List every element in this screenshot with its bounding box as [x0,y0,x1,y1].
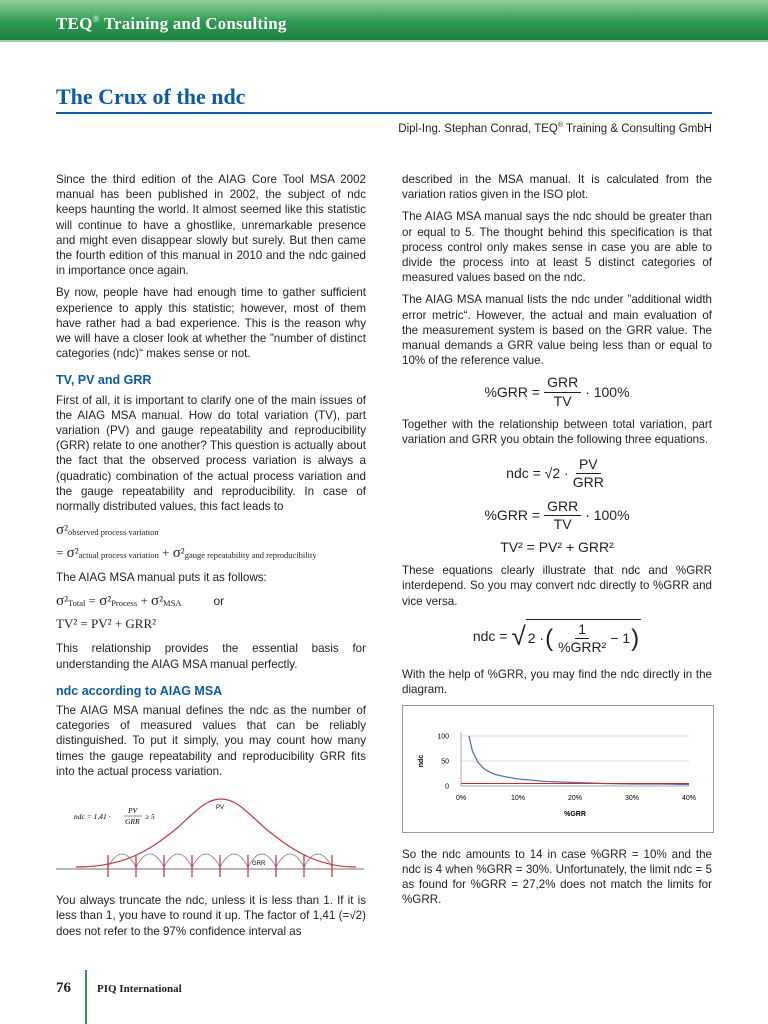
paragraph: These equations clearly illustrate that ndc and %GRR interdepend. So you may convert ndc directly to %GRR and vice versa. [402,564,712,608]
distribution-figure [56,789,366,879]
pv-label: PV [216,805,225,812]
publication-name: PIQ International [97,983,182,995]
x-tick-label: 30% [624,794,640,802]
paragraph: This relationship provides the essential basis for understanding the AIAG MSA manual perfectly. [56,642,366,671]
formula-sigma: $\sigma^2_{Total} = \sigma^2_{Process} + \sigma^2_{MSA}$ or [56,593,225,610]
paragraph: Together with the relationship between total variation, part variation and GRR you obtain the following three equations. [402,417,712,447]
paragraph: First of all, it is important to clarify one of the main issues of the AIAG MSA manual. How do total variation (TV), part variation (PV) and gauge repeatability and reproducibility (GRR) relate to one another? This question is actually about the fact that the observed process variation is always a (quadratic) combination of the actual process variation and the gauge repeatability and reproducibility. In case of normally distributed values, this fact leads to [56,393,366,514]
formula-tv: TV² = PV² + GRR² [56,616,157,632]
paragraph: With the help of %GRR, you may find the ndc directly in the diagram. [402,668,712,697]
ndc-chart [402,705,714,833]
article-title: The Crux of the ndc [56,84,246,109]
section-heading: ndc according to AIAG MSA [56,683,223,698]
footer-divider [85,970,87,1024]
x-tick-label: 40% [681,794,697,802]
x-tick-label: 0% [455,794,467,802]
grr-label: GRR [252,861,266,868]
figure-formula: ndc = 1,41 · [74,812,111,822]
y-tick-label: 0 [445,783,449,791]
figure-formula-limit: ≥ 5 [145,812,155,822]
x-tick-label: 10% [510,794,526,802]
formula-combination: = $\sigma^2_{actual process variation} + \sigma^2_{gauge repeatability and reproducibility}$ [56,545,317,562]
y-tick-label: 50 [441,758,449,766]
paragraph: described in the MSA manual. It is calculated from the variation ratios given in the ISO plot. [402,173,712,202]
formula-observed: $\sigma^2_{observed process variation}$ [56,522,159,539]
figure-formula-num: PV [128,806,138,816]
paragraph: You always truncate the ndc, unless it is less than 1. If it is less than 1, you have to round it up. The factor of 1,41 (=√2) does not refer to the 97% confidence interval as [56,894,366,938]
x-axis-label: %GRR [564,810,586,818]
paragraph: The AIAG MSA manual defines the ndc as the number of categories of measured values that can be reliably distinguished. To put it simply, you may count how many times the gauge repeatability and reproducibility GRR fits into the actual process variation. [56,704,366,778]
page-number: 76 [56,980,71,996]
brand-title: TEQ® Training and Consulting [56,14,287,33]
paragraph: The AIAG MSA manual puts it as follows: [56,571,267,585]
paragraph: By now, people have had enough time to gather sufficient experience to apply this statistic; however, most of them have rather had a bad experience. This is the reason why we will have a closer look at whether the ”number of distinct categories (ndc)“ makes sense or not. [56,286,366,361]
ndc-chart-svg [403,706,713,832]
y-axis-label: ndc [418,754,425,767]
equation-ndc-from-grr: ndc = √ 2 · ( $\frac{1}{\text{\%GRR²}}$ − 1 ) [472,620,640,656]
equation-tv: TV² = PV² + GRR² [500,539,614,556]
figure-formula-den: GRR [125,817,140,827]
y-tick-label: 100 [437,733,449,741]
x-tick-label: 20% [567,794,583,802]
paragraph: The AIAG MSA manual lists the ndc under ”additional width error metric“. However, the actual and main evaluation of the measurement system is based on the GRR value. The manual demands a GRR value being less than or equal to 10% of the reference value. [402,293,712,368]
right-column [402,172,712,915]
author-line: Dipl-Ing. Stephan Conrad, TEQ® Training & Consulting GmbH [398,122,712,135]
section-heading: TV, PV and GRR [56,373,152,388]
left-column [56,172,366,946]
title-underline [56,112,712,114]
equation-grr: %GRR = $\frac{\text{GRR}}{TV}$ · 100% [484,374,630,409]
paragraph: Since the third edition of the AIAG Core Tool MSA 2002 manual has been published in 2002, the subject of ndc keeps haunting the world. It almost seemed like this statistic will continue to have a ghostlike, unremarkable presence and might even disappear slowly but surely. But then came the fourth edition of this manual in 2010 and the ndc gained in importance once again. [56,173,366,278]
paragraph: So the ndc amounts to 14 in case %GRR = 10% and the ndc is 4 when %GRR = 30%. Unfortunately, the limit ndc = 5 as found for %GRR = 27,2% does not match the limits for %GRR. [402,847,712,907]
header-rule [0,40,768,42]
equation-ndc: ndc = √2 · $\frac{PV}{\text{GRR}}$ [506,456,604,491]
equation-grr-2: %GRR = $\frac{\text{GRR}}{TV}$ · 100% [484,497,630,532]
ndc-series-line [469,736,689,785]
paragraph: The AIAG MSA manual says the ndc should be greater than or equal to 5. The thought behind this specification is that process control only makes sense in case you are able to divide the process into at least 5 distinct categories of measured values based on the ndc. [402,210,712,285]
